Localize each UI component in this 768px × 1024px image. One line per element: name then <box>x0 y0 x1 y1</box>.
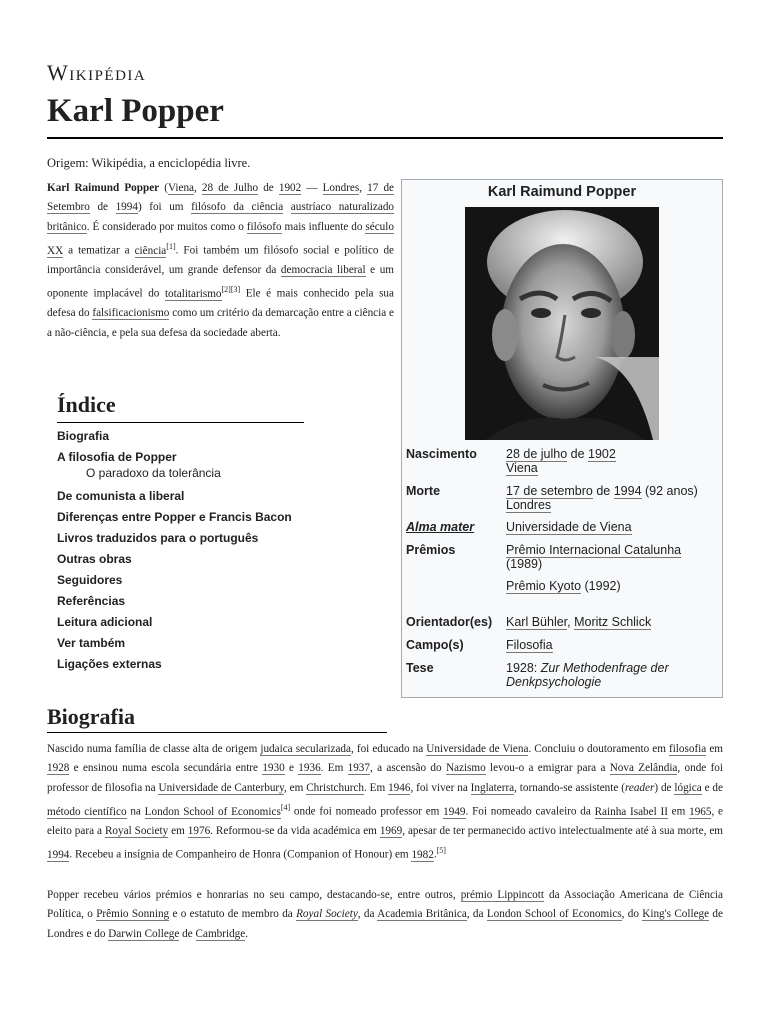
text: , da <box>357 908 378 921</box>
text: de <box>258 182 279 194</box>
text: e ensinou numa escola secundária entre <box>69 762 263 775</box>
label-tese: Tese <box>406 661 434 675</box>
toc-item-ver-tambem[interactable]: Ver também <box>57 636 126 650</box>
infobox-caption: Karl Raimund Popper <box>487 184 637 200</box>
subject-name: Karl Raimund Popper <box>47 182 160 194</box>
link-inglaterra[interactable]: Inglaterra <box>470 781 515 794</box>
link-royal-society[interactable]: Royal Society <box>104 824 169 837</box>
link-filosofo-ciencia[interactable]: filósofo da ciência <box>191 201 284 214</box>
value-orientador <box>506 615 716 629</box>
toc-item-leitura[interactable]: Leitura adicional <box>57 615 153 629</box>
link-ciencia[interactable]: ciência <box>134 244 167 257</box>
text: . É considerado por muitos como o <box>86 220 247 233</box>
toc-item-seguidores[interactable]: Seguidores <box>57 573 123 587</box>
link-universidade-viena[interactable]: Universidade de Viena <box>506 520 632 534</box>
link-nazismo[interactable]: Nazismo <box>445 762 486 775</box>
text: , onde foi professor de filosofia na <box>47 762 723 794</box>
label-nascimento: Nascimento <box>406 447 477 461</box>
link-28-julho[interactable]: 28 de julho <box>506 447 568 461</box>
text: . Em <box>320 762 348 775</box>
text: , <box>194 182 202 194</box>
text: Nascido numa família de classe alta de origem <box>47 743 261 755</box>
link-1936[interactable]: 1936 <box>298 762 321 775</box>
text: — <box>301 182 323 194</box>
text: , a ascensão do <box>369 762 446 775</box>
toc-item-comunista[interactable]: De comunista a liberal <box>57 489 185 503</box>
text: de Londres e do <box>47 908 723 940</box>
value-alma-mater <box>506 520 716 534</box>
label-orientador: Orientador(es) <box>406 615 493 629</box>
text: , e eleito para a <box>47 805 723 837</box>
link-londres[interactable]: Londres <box>506 498 552 512</box>
link-premio-catalunha[interactable]: Prêmio Internacional Catalunha <box>506 543 682 557</box>
label-morte: Morte <box>406 484 441 498</box>
link-nova-zelandia[interactable]: Nova Zelândia <box>609 762 678 775</box>
value-premios <box>506 543 716 593</box>
text: levou-o a emigrar para a <box>485 762 610 775</box>
toc-item-biografia[interactable]: Biografia <box>57 429 110 443</box>
text: , da <box>466 908 487 921</box>
text: na <box>126 805 145 818</box>
text: . Reformou-se da vida académica em <box>210 824 380 837</box>
link-moritz-schlick[interactable]: Moritz Schlick <box>574 615 652 629</box>
link-filosofia[interactable]: filosofia <box>668 743 707 755</box>
toc-title: Índice <box>57 392 304 423</box>
toc-item-ligacoes[interactable]: Ligações externas <box>57 657 162 671</box>
text: onde foi nomeado professor em <box>290 805 444 818</box>
link-austriaco[interactable]: austríaco naturalizado britânico <box>47 201 395 233</box>
link-christchurch[interactable]: Christchurch <box>306 781 364 794</box>
link-universidade-viena[interactable]: Universidade de Viena <box>426 743 529 755</box>
link-1902[interactable]: 1902 <box>588 447 616 461</box>
link-1965[interactable]: 1965 <box>689 805 712 818</box>
link-judaica[interactable]: judaica secularizada <box>260 743 351 755</box>
label-alma-mater[interactable]: Alma mater <box>406 520 475 534</box>
reference-4[interactable]: [4] <box>280 802 291 812</box>
text: Ele é mais conhecido pela sua defesa do <box>47 287 394 320</box>
text: em <box>168 824 188 837</box>
text: e um oponente implacável do <box>47 263 394 300</box>
text: como um critério da demarcação entre a ciência e a não-ciência, e pela sua defesa da sociedade aberta. <box>47 307 394 339</box>
link-totalitarismo[interactable]: totalitarismo <box>164 287 222 300</box>
text: , foi viver na <box>410 781 471 794</box>
link-kings-college[interactable]: King's College <box>642 908 710 921</box>
value-campo <box>506 638 716 652</box>
text: , apesar de ter permanecido activo intelectualmente até à sua morte, em <box>402 824 723 837</box>
text: , do <box>621 908 643 921</box>
link-1976[interactable]: 1976 <box>187 824 211 837</box>
text: . <box>433 848 437 861</box>
toc-item-referencias[interactable]: Referências <box>57 594 126 608</box>
portrait-image[interactable] <box>465 207 659 440</box>
text: . Concluiu o doutoramento em <box>528 743 669 755</box>
link-academia-britanica[interactable]: Academia Britânica <box>377 908 467 921</box>
link-royal-society[interactable]: Royal Society <box>296 908 358 921</box>
reference-1[interactable]: [1] <box>166 241 176 251</box>
link-1994[interactable]: 1994 <box>115 201 138 214</box>
text: de <box>89 201 116 214</box>
link-1994[interactable]: 1994 <box>613 484 642 498</box>
infobox <box>401 179 723 698</box>
link-falsificacionismo[interactable]: falsificacionismo <box>92 307 170 320</box>
text: (92 anos) <box>641 484 698 498</box>
link-filosofia[interactable]: Filosofia <box>506 638 553 652</box>
section-heading-biografia: Biografia <box>47 704 387 733</box>
text: e <box>284 762 299 775</box>
origin-note: Origem: Wikipédia, a enciclopédia livre. <box>47 156 251 170</box>
toc-item-obras[interactable]: Outras obras <box>57 552 132 566</box>
link-lse[interactable]: London School of Economics <box>486 908 622 921</box>
link-lse[interactable]: London School of Economics <box>144 805 281 818</box>
toc-item-livros[interactable]: Livros traduzidos para o português <box>57 531 259 545</box>
link-rainha-isabel[interactable]: Rainha Isabel II <box>594 805 668 818</box>
link-1937[interactable]: 1937 <box>347 762 370 775</box>
text: . Foi nomeado cavaleiro da <box>465 805 595 818</box>
text: , foi educado na <box>350 743 427 755</box>
link-metodo-cientifico[interactable]: método científico <box>47 805 127 818</box>
link-1969[interactable]: 1969 <box>379 824 403 837</box>
link-logica[interactable]: lógica <box>674 781 702 794</box>
text-reader: reader <box>624 781 655 794</box>
link-seculo-xx[interactable]: século XX <box>47 220 394 257</box>
link-premio-kyoto[interactable]: Prêmio Kyoto <box>506 579 582 593</box>
reference-5[interactable]: [5] <box>436 846 446 856</box>
value-tese <box>506 661 716 689</box>
text: . Recebeu a insígnia de Companheiro de Honra (Companion of Honour) em <box>69 848 412 861</box>
link-darwin-college[interactable]: Darwin College <box>108 927 180 940</box>
reference-2-3[interactable]: [2][3] <box>221 285 241 295</box>
value-morte <box>506 484 716 512</box>
text: , em <box>284 781 307 794</box>
intro-paragraph <box>47 179 394 343</box>
value-nascimento <box>506 447 716 475</box>
text: , <box>567 615 575 629</box>
link-cambridge[interactable]: Cambridge <box>195 927 246 940</box>
text: de <box>567 447 589 461</box>
text <box>283 201 291 213</box>
link-londres[interactable]: Londres <box>322 182 360 194</box>
text: em <box>667 805 690 818</box>
link-1928[interactable]: 1928 <box>47 762 70 775</box>
page-title: Karl Popper <box>47 93 224 129</box>
text: (1992) <box>581 579 621 593</box>
text: da Associação Americana de Ciência Política, o <box>47 889 724 921</box>
text: , tornando-se assistente ( <box>514 781 625 794</box>
link-1949[interactable]: 1949 <box>443 805 466 818</box>
text: mais influente do <box>281 220 366 233</box>
text: ( <box>159 182 168 194</box>
link-viena[interactable]: Viena <box>506 461 538 475</box>
link-premio-sonning[interactable]: Prêmio Sonning <box>96 908 170 921</box>
text: . Em <box>364 781 389 794</box>
toc-item-filosofia[interactable]: A filosofia de Popper <box>57 450 177 464</box>
link-1946[interactable]: 1946 <box>388 781 411 794</box>
prizes-paragraph <box>47 886 723 944</box>
text: de <box>179 927 196 940</box>
link-17-setembro[interactable]: 17 de setembro <box>506 484 593 498</box>
toc-item-bacon[interactable]: Diferenças entre Popper e Francis Bacon <box>57 510 292 524</box>
text: ) de <box>654 781 675 794</box>
text: . Foi também um filósofo social e político de importância considerável, um grande defensor da <box>47 244 395 276</box>
table-of-contents <box>57 392 304 671</box>
thesis-title: Zur Methodenfrage der Denkpsychologie <box>506 661 669 689</box>
link-viena[interactable]: Viena <box>167 182 195 194</box>
title-divider <box>47 137 723 139</box>
text: em <box>706 743 723 755</box>
link-28-julho[interactable]: 28 de Julho <box>201 182 259 194</box>
link-premio-lippincott[interactable]: prémio Lippincott <box>460 889 544 901</box>
text: . <box>245 927 249 940</box>
link-1994[interactable]: 1994 <box>47 848 70 861</box>
toc-item-paradoxo[interactable]: O paradoxo da tolerância <box>86 466 221 480</box>
link-1902[interactable]: 1902 <box>278 182 302 194</box>
text: a tematizar a <box>63 244 135 257</box>
link-filosofo[interactable]: filósofo <box>246 220 282 233</box>
text: (1989) <box>506 557 543 571</box>
label-premios: Prêmios <box>406 543 456 557</box>
biography-paragraph <box>47 740 723 865</box>
text: e de <box>701 781 723 794</box>
link-democracia-liberal[interactable]: democracia liberal <box>280 263 366 276</box>
link-karl-buhler[interactable]: Karl Bühler <box>506 615 568 629</box>
link-1982[interactable]: 1982 <box>411 848 434 861</box>
text: ) foi um <box>137 201 192 214</box>
wikipedia-wordmark[interactable]: Wikipédia <box>47 60 147 85</box>
text: 1928: <box>506 661 541 675</box>
link-canterbury[interactable]: Universidade de Canterbury <box>158 781 285 794</box>
link-1930[interactable]: 1930 <box>262 762 285 775</box>
text: Popper recebeu vários prémios e honrarias no seu campo, destacando-se, entre outros, <box>47 889 461 901</box>
portrait-photo <box>465 207 659 440</box>
text: , <box>359 182 368 194</box>
text: de <box>592 484 614 498</box>
text: e o estatuto de membro da <box>169 908 297 921</box>
link-17-setembro[interactable]: 17 de Setembro <box>47 182 394 214</box>
label-campo: Campo(s) <box>406 638 464 652</box>
